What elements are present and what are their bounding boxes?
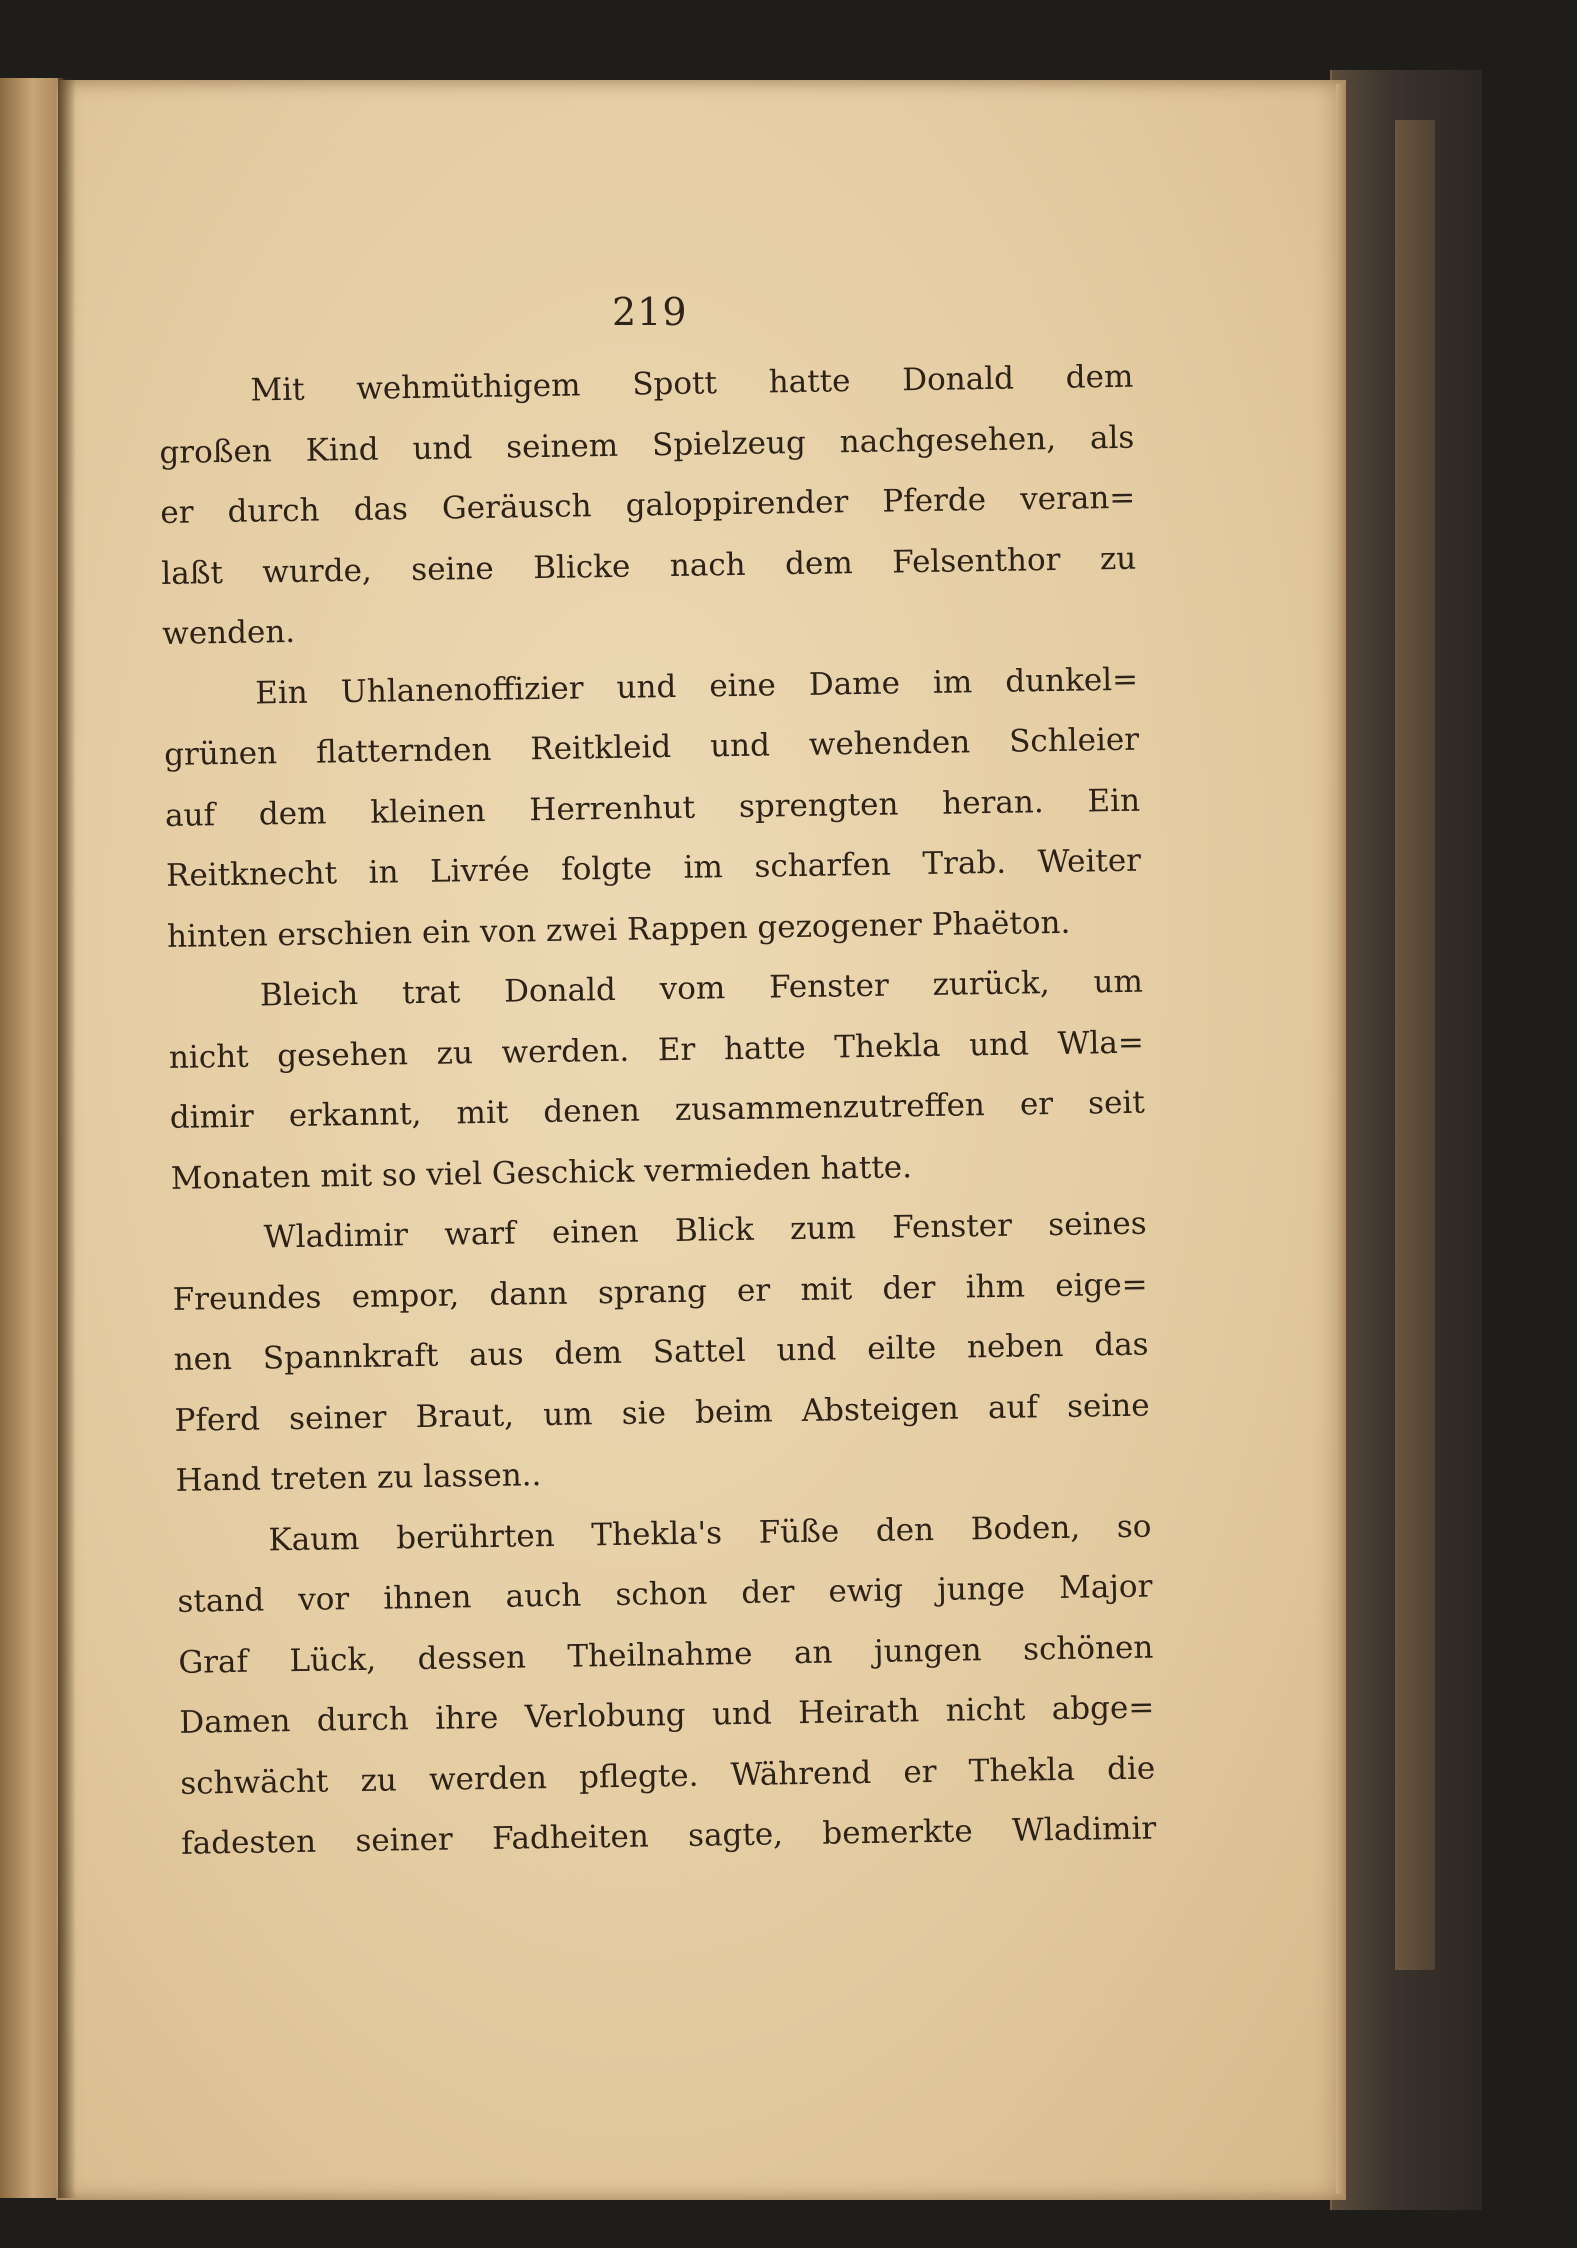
text-line: grünen flatternden Reitkleid und wehenden Schleier — [163, 721, 1140, 773]
text-line: auf dem kleinen Herrenhut sprengten heran. Ein — [164, 782, 1141, 834]
text-line: hinten erschien ein von zwei Rappen gezogener Phaëton. — [166, 904, 1071, 955]
text-line: nicht gesehen zu werden. Er hatte Thekla und Wla= — [168, 1024, 1145, 1076]
text-line: nen Spannkraft aus dem Sattel und eilte neben das — [173, 1326, 1149, 1378]
cover-highlight — [1395, 120, 1435, 1970]
text-line: wenden. — [161, 613, 296, 652]
facing-page-edge — [0, 78, 63, 2198]
text-line: Bleich trat Donald vom Fenster zurück, um — [259, 963, 1144, 1014]
text-line: Graf Lück, dessen Theilnahme an jungen schönen — [178, 1629, 1154, 1681]
text-line: laßt wurde, seine Blicke nach dem Felsenthor zu — [161, 540, 1137, 592]
text-line: er durch das Geräusch galoppirender Pferde veran= — [160, 479, 1136, 531]
text-line: großen Kind und seinem Spielzeug nachgesehen, als — [159, 419, 1135, 471]
text-line: Damen durch ihre Verlobung und Heirath nicht abge= — [179, 1689, 1155, 1741]
spine-shadow — [58, 78, 76, 2198]
text-line: Monaten mit so viel Geschick vermieden hatte. — [170, 1148, 913, 1197]
text-line: Kaum berührten Thekla's Füße den Boden, so — [268, 1508, 1152, 1558]
text-line: Freundes empor, dann sprang er mit der ihm eige= — [172, 1266, 1148, 1318]
text-line: Reitknecht in Livrée folgte im scharfen Trab. Weiter — [165, 842, 1142, 894]
text-line: Wladimir warf einen Blick zum Fenster seines — [263, 1205, 1147, 1256]
text-line: fadesten seiner Fadheiten sagte, bemerkte Wladimir — [180, 1810, 1157, 1862]
text-line: Mit wehmüthigem Spott hatte Donald dem — [250, 358, 1134, 409]
text-line: Ein Uhlanenoffizier und eine Dame im dunkel= — [254, 661, 1139, 712]
text-line: schwächt zu werden pflegte. Während er Thekla die — [180, 1750, 1156, 1802]
text-line: Pferd seiner Braut, um sie beim Absteigen auf seine — [174, 1387, 1150, 1439]
body-text — [158, 347, 1157, 1875]
text-line: Hand treten zu lassen.. — [175, 1457, 542, 1499]
text-line: dimir erkannt, mit denen zusammenzutreffen er seit — [169, 1084, 1146, 1136]
page-number: 219 — [612, 290, 688, 334]
page-edge — [1336, 84, 1346, 2194]
text-line: stand vor ihnen auch schon der ewig junge Major — [177, 1568, 1153, 1620]
